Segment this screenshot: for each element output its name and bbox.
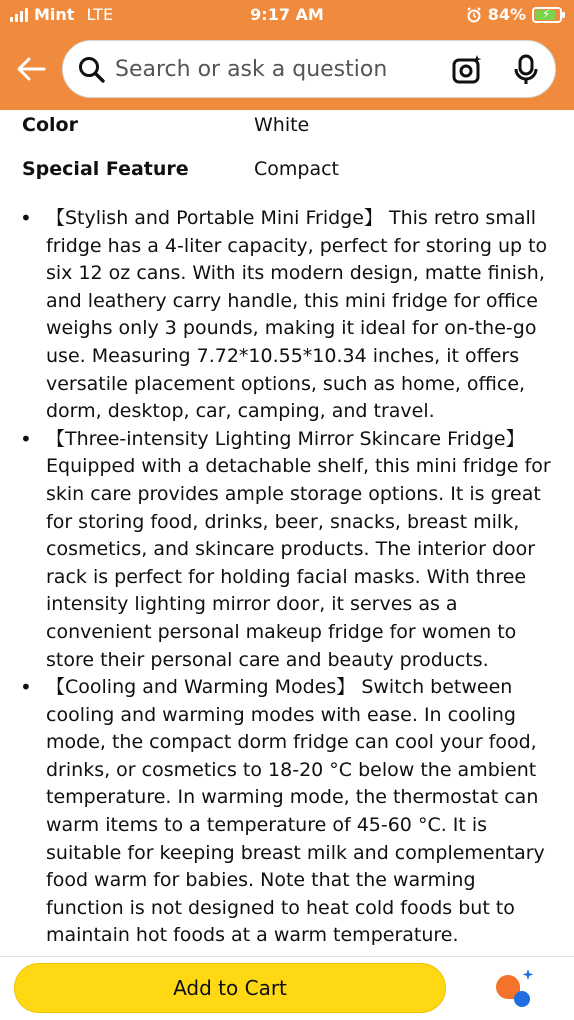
back-arrow-icon[interactable] <box>14 52 48 86</box>
bullet-text: 【Three-intensity Lighting Mirror Skincare Fridge】 Equipped with a detachable shelf, this mini fridge for skin care provides ample storage options. It is great for storing food, drinks, beer, snacks, breast milk, cosmetics, and skincare products. The interior door rack is perfect for holding facial masks. With three intensity lighting mirror door, it serves as a convenient personal makeup fridge for women to store their personal care and beauty products. <box>46 427 551 671</box>
charging-bolt-icon: ⚡ <box>542 6 551 21</box>
spec-value: White <box>254 114 310 136</box>
search-input[interactable]: Search or ask a question <box>115 57 388 82</box>
top-header <box>0 0 574 110</box>
rufus-assistant-icon[interactable] <box>492 967 536 1011</box>
product-details <box>0 110 574 956</box>
add-to-cart-button[interactable]: Add to Cart <box>14 963 446 1013</box>
carrier-name: Mint <box>34 5 75 24</box>
bullet-text: 【Cooling and Warming Modes】 Switch between cooling and warming modes with ease. In cooling mode, the compact dorm fridge can cool your food, drinks, or cosmetics to 18-20 °C below the ambient temperature. In warming mode, the thermostat can warm items to a temperature of 45-60 °C. It is suitable for keeping breast milk and complementary food warm for babies. Note that the warming function is not designed to heat cold foods but to maintain hot foods at a warm temperature. <box>46 676 545 947</box>
bullet-dot: • <box>20 426 32 451</box>
feature-bullets <box>0 205 574 950</box>
camera-lens-icon[interactable] <box>451 54 483 86</box>
status-right <box>466 5 562 24</box>
bullet-dot: • <box>20 206 32 230</box>
spec-value: Compact <box>254 158 339 180</box>
alarm-icon <box>466 7 482 23</box>
spec-label: Special Feature <box>22 158 189 180</box>
status-bar <box>0 0 574 30</box>
battery-percent: 84% <box>487 5 526 24</box>
bullet-dot: • <box>20 675 32 700</box>
list-item <box>0 674 574 950</box>
network-type: LTE <box>86 5 114 24</box>
list-item <box>0 426 574 674</box>
microphone-icon[interactable] <box>513 54 539 86</box>
list-item <box>0 205 574 426</box>
status-time: 9:17 AM <box>250 5 324 24</box>
battery-icon <box>532 7 562 23</box>
spec-label: Color <box>22 114 78 136</box>
bullet-text: 【Stylish and Portable Mini Fridge】 This retro small fridge has a 4-liter capacity, perfect for storing up to six 12 oz cans. With its modern design, matte finish, and leathery carry handle, this mini fridge for office weighs only 3 pounds, making it ideal for on-the-go use. Measuring 7.72*10.55*10.34 inches, it offers versatile placement options, such as home, office, dorm, desktop, car, camping, and travel. <box>46 207 548 423</box>
bottom-action-bar <box>0 956 574 1020</box>
search-bar[interactable] <box>62 40 556 98</box>
search-icon <box>77 55 107 85</box>
